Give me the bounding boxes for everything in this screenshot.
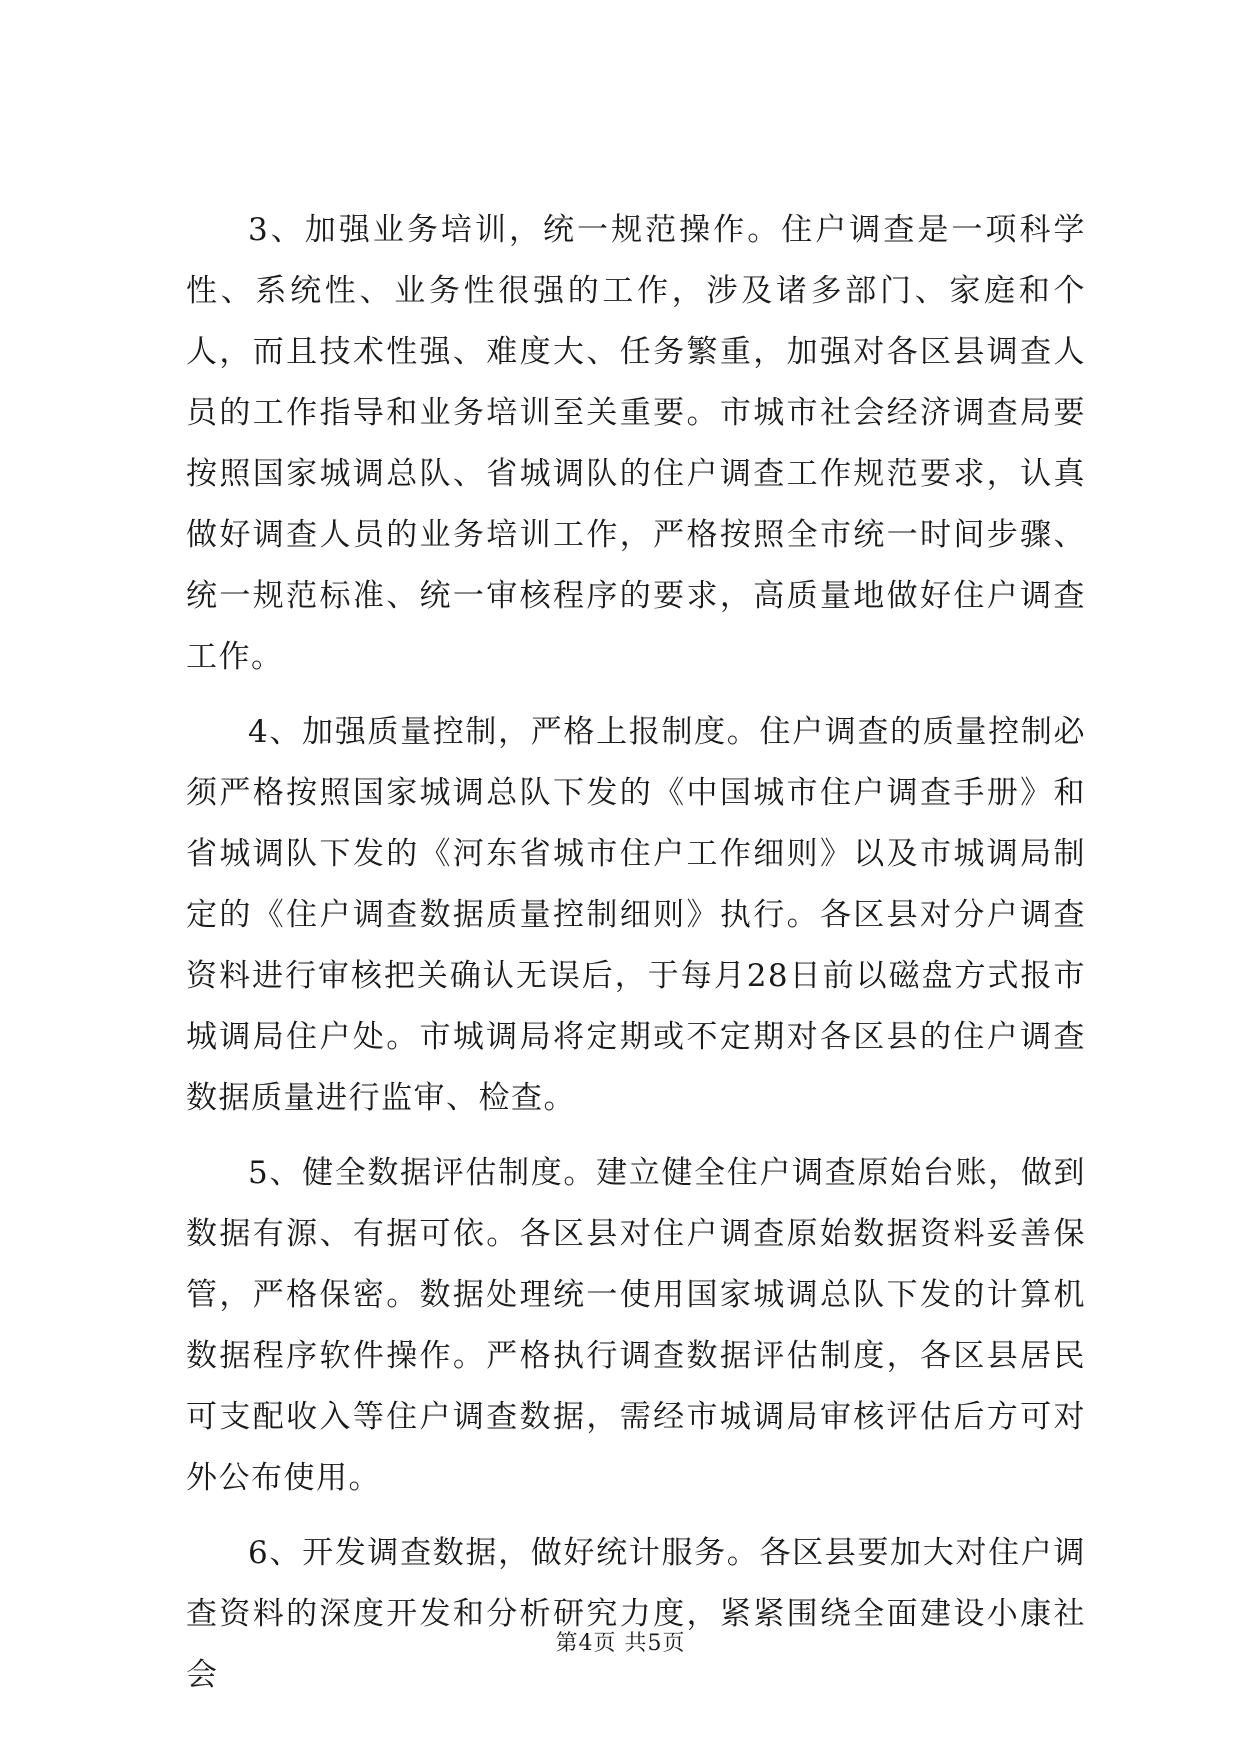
- document-body: [186, 200, 1086, 1720]
- paragraph-quality-control: 4、加强质量控制，严格上报制度。住户调查的质量控制必须严格按照国家城调总队下发的《中国城市住户调查手册》和省城调队下发的《河东省城市住户工作细则》以及市城调局制定的《住户调查数据质量控制细则》执行。各区县对分户调查资料进行审核把关确认无误后，于每月28日前以磁盘方式报市城调局住户处。市城调局将定期或不定期对各区县的住户调查数据质量进行监审、检查。: [186, 714, 1086, 1116]
- paragraph-data-evaluation: 5、健全数据评估制度。建立健全住户调查原始台账，做到数据有源、有据可依。各区县对住户调查原始数据资料妥善保管，严格保密。数据处理统一使用国家城调总队下发的计算机数据程序软件操作。严格执行调查数据评估制度，各区县居民可支配收入等住户调查数据，需经市城调局审核评估后方可对外公布使用。: [186, 1155, 1086, 1496]
- page-number-footer: 第4页 共5页: [555, 1631, 686, 1656]
- paragraph-data-development: 6、开发调查数据，做好统计服务。各区县要加大对住户调查资料的深度开发和分析研究力度，紧紧围绕全面建设小康社会: [186, 1535, 1086, 1693]
- paragraph-training: 3、加强业务培训，统一规范操作。住户调查是一项科学性、系统性、业务性很强的工作，涉及诸多部门、家庭和个人，而且技术性强、难度大、任务繁重，加强对各区县调查人员的工作指导和业务培训至关重要。市城市社会经济调查局要按照国家城调总队、省城调队的住户调查工作规范要求，认真做好调查人员的业务培训工作，严格按照全市统一时间步骤、统一规范标准、统一审核程序的要求，高质量地做好住户调查工作。: [186, 212, 1086, 675]
